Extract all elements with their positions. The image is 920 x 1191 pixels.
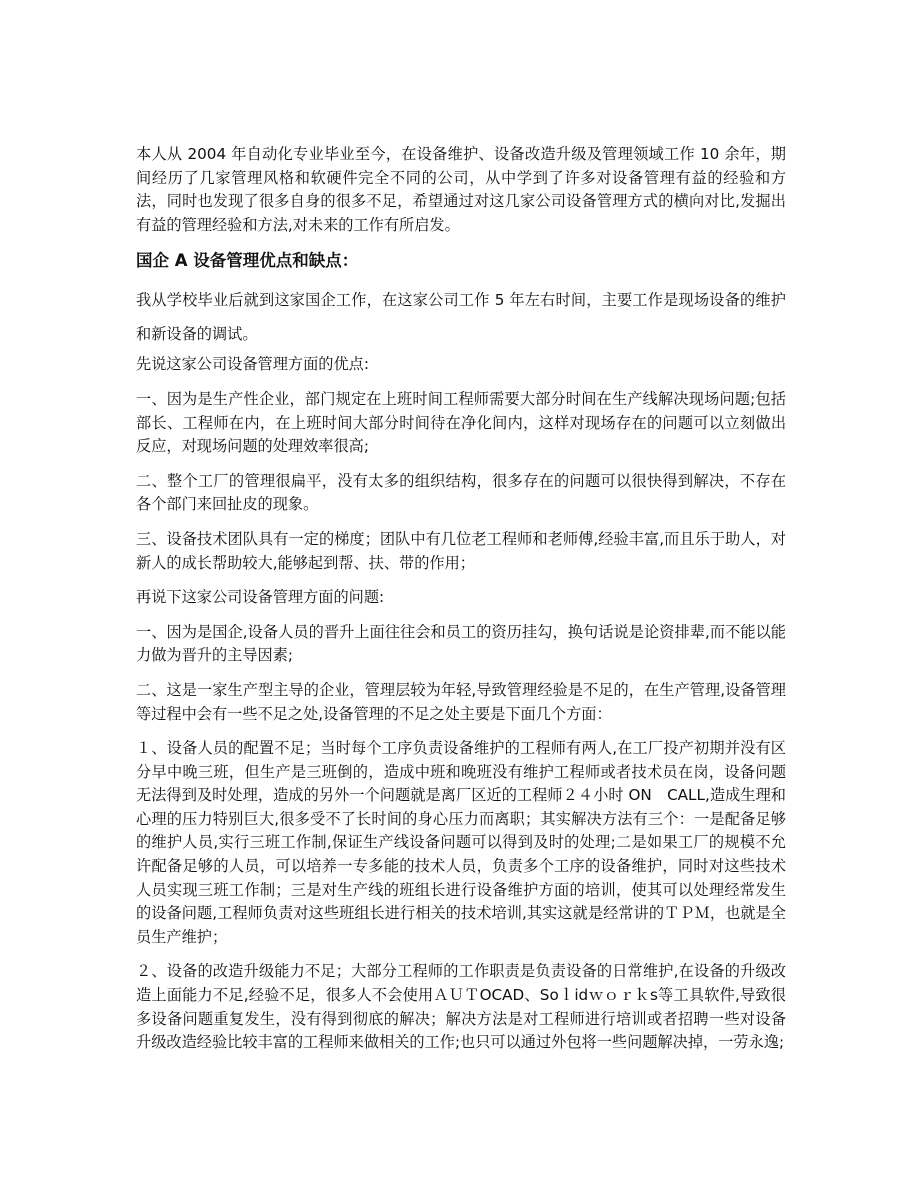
intro-paragraph: 本人从 2004 年自动化专业毕业至今，在设备维护、设备改造升级及管理领域工作 10 余年，期间经历了几家管理风格和软硬件完全不同的公司，从中学到了许多对设备管理有益的经验和方法，同时也发现了很多自身的很多不足，希望通过对这几家公司设备管理方式的横向对比,发掘出有益的管理经验和方法,对未来的工作有所启发。: [136, 145, 786, 234]
section-heading: 国企 A 设备管理优点和缺点：: [136, 251, 359, 271]
paragraph-advantages-intro: 先说这家公司设备管理方面的优点:: [136, 355, 369, 374]
paragraph-problem-1: 一、因为是国企,设备人员的晋升上面往往会和员工的资历挂勾，换句话说是论资排辈,而不能以能力做为晋升的主导因素;: [136, 622, 786, 665]
paragraph-advantage-3: 三、设备技术团队具有一定的梯度；团队中有几位老工程师和老师傅,经验丰富,而且乐于助人，对新人的成长帮助较大,能够起到帮、扶、带的作用；: [136, 529, 786, 572]
paragraph-advantage-1: 一、因为是生产性企业，部门规定在上班时间工程师需要大部分时间在生产线解决现场问题;包括部长、工程师在内，在上班时间大部分时间待在净化间内，这样对现场存在的问题可以立刻做出反应，对现场问题的处理效率很高;: [136, 389, 786, 456]
paragraph-advantage-2: 二、整个工厂的管理很扁平，没有太多的组织结构，很多存在的问题可以很快得到解决，不存在各个部门来回扯皮的现象。: [136, 471, 786, 514]
paragraph-problem-2: 二、这是一家生产型主导的企业，管理层较为年轻,导致管理经验是不足的，在生产管理,设备管理等过程中会有一些不足之处,设备管理的不足之处主要是下面几个方面：: [136, 680, 786, 723]
paragraph-background: 我从学校毕业后就到这家国企工作，在这家公司工作 5 年左右时间，主要工作是现场设备的维护和新设备的调试。: [136, 291, 786, 344]
paragraph-problem-2-item-2: ２、设备的改造升级能力不足；大部分工程师的工作职责是负责设备的日常维护,在设备的升级改造上面能力不足,经验不足，很多人不会使用ＡＵＴOCAD、Soｌidｗｏｒｋs等工具软件,导致很多设备问题重复发生，没有得到彻底的解决；解决方法是对工程师进行培训或者招聘一些对设备升级改造经验比较丰富的工程师来做相关的工作;也只可以通过外包将一些问题解决掉，一劳永逸;: [136, 962, 786, 1052]
paragraph-problem-2-item-1: １、设备人员的配置不足；当时每个工序负责设备维护的工程师有两人,在工厂投产初期并没有区分早中晚三班，但生产是三班倒的，造成中班和晚班没有维护工程师或者技术员在岗，设备问题无法得到及时处理，造成的另外一个问题就是离厂区近的工程师２４小时 ON CALL,造成生理和心理的压力特别巨大,很多受不了长时间的身心压力而离职；其实解决方法有三个：一是配备足够的维护人员,实行三班工作制,保证生产线设备问题可以得到及时的处理;二是如果工厂的规模不允许配备足够的人员，可以培养一专多能的技术人员，负责多个工序的设备维护，同时对这些技术人员实现三班工作制；三是对生产线的班组长进行设备维护方面的培训，使其可以处理经常发生的设备问题,工程师负责对这些班组长进行相关的技术培训,其实这就是经常讲的ＴＰＭ，也就是全员生产维护；: [136, 739, 786, 946]
document-body: [136, 143, 786, 1066]
paragraph-problems-intro: 再说下这家公司设备管理方面的问题:: [136, 588, 385, 607]
